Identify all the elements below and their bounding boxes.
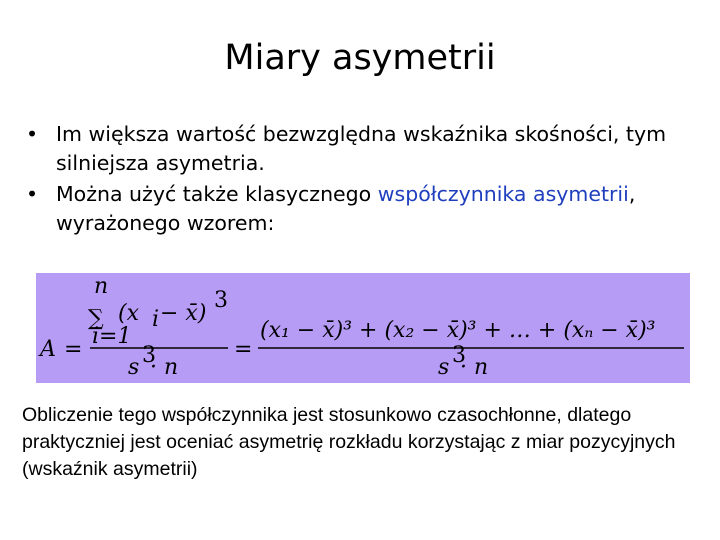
bullet-list: [26, 120, 706, 240]
denominator-2: s: [438, 355, 450, 380]
numerator-subscript: i: [152, 307, 160, 332]
denominator-2-rest: · n: [460, 355, 489, 380]
denominator-1-rest: · n: [150, 355, 179, 380]
bullet-text-before: Można użyć także klasycznego: [56, 182, 378, 206]
bullet-symbol: •: [26, 122, 39, 146]
bullet-text: Im większa wartość bezwzględna wskaźnika skośności, tym silniejsza asymetria.: [56, 122, 667, 175]
formula-equals-1: =: [64, 337, 83, 362]
sum-symbol: ∑: [88, 306, 104, 331]
numerator-open: (x: [118, 301, 139, 326]
formula-equals-2: =: [234, 337, 253, 362]
denominator-2-power: 3: [452, 343, 466, 368]
numerator-power: 3: [214, 288, 228, 313]
bottom-paragraph: Obliczenie tego współczynnika jest stosunkowo czasochłonne, dlatego praktyczniej jest oceniać asymetrię rozkładu korzystając z miar pozycyjnych (wskaźnik asymetrii): [22, 404, 676, 480]
bullet-item: [26, 180, 706, 238]
expanded-numerator: (x₁ − x̄)³ + (x₂ − x̄)³ + … + (xₙ − x̄)³: [260, 318, 656, 343]
bullet-text-after: , wyrażonego wzorem:: [56, 182, 636, 235]
bullet-item: [26, 120, 706, 178]
slide-title: Miary asymetrii: [224, 38, 496, 78]
formula: [36, 273, 690, 383]
bullet-symbol: •: [26, 182, 39, 206]
sum-upper-limit: n: [94, 274, 109, 299]
formula-box: [36, 273, 690, 383]
denominator-1-power: 3: [142, 343, 156, 368]
formula-lhs: A: [40, 337, 56, 362]
sum-lower-limit: i=1: [92, 324, 132, 349]
highlighted-term: współczynnika asymetrii: [377, 182, 629, 206]
denominator-1: s: [128, 355, 140, 380]
numerator-rest: − x̄): [160, 301, 207, 326]
